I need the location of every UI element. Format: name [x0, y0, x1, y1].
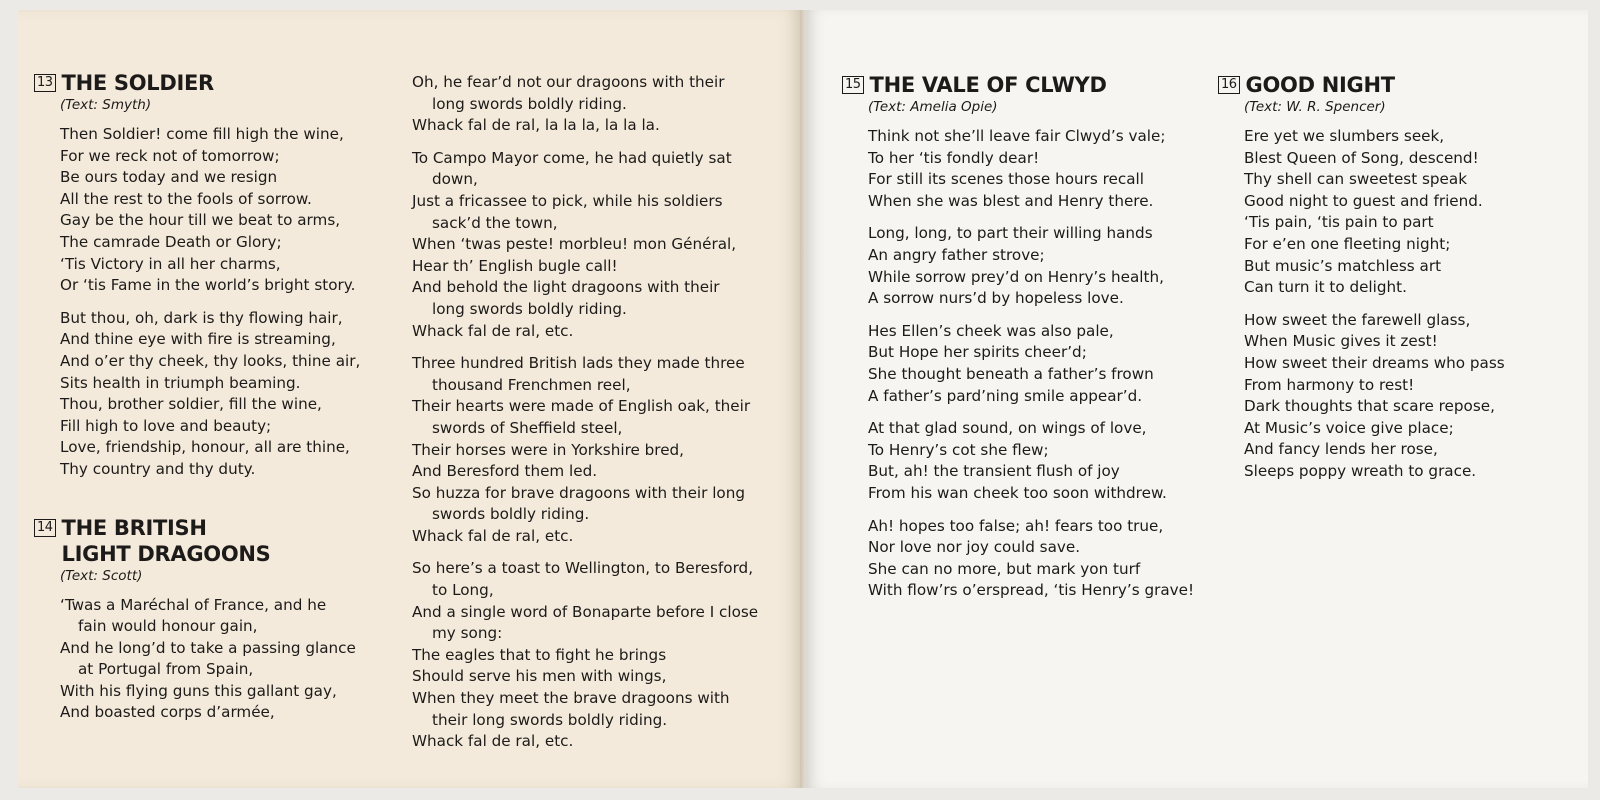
text-credit: (Text: Smyth) — [60, 97, 152, 113]
song-title: GOOD NIGHT — [1245, 73, 1395, 97]
lyric-line: Sits health in triumph beaming. — [60, 373, 301, 392]
lyric-line: Can turn it to delight. — [1244, 278, 1407, 297]
lyric-line: Whack fal de ral, la la la, la la la. — [412, 116, 660, 135]
lyric-line: Whack fal de ral, etc. — [412, 526, 574, 545]
lyric-line: At Music’s voice give place; — [1244, 418, 1454, 437]
lyric-line: From his wan cheek too soon withdrew. — [868, 483, 1167, 502]
lyric-line: fain would honour gain, — [78, 617, 258, 636]
text-credit: (Text: W. R. Spencer) — [1244, 99, 1386, 115]
lyric-line: my song: — [432, 624, 503, 643]
lyric-line: To her ‘tis fondly dear! — [868, 148, 1040, 167]
lyric-line: Hear th’ English bugle call! — [412, 256, 618, 275]
lyric-line: Oh, he fear’d not our dragoons with their — [412, 73, 725, 91]
stanza — [868, 223, 1222, 309]
song-title: THE SOLDIER — [61, 71, 214, 95]
stanza — [1244, 310, 1558, 483]
song-title: THE VALE OF CLWYD — [869, 73, 1107, 97]
lyric-line: But Hope her spirits cheer’d; — [868, 343, 1087, 362]
lyric-line: When they meet the brave dragoons with — [412, 689, 730, 708]
stanza — [412, 148, 792, 342]
lyric-line: To Campo Mayor come, he had quietly sat — [412, 148, 732, 167]
lyric-line: And fancy lends her rose, — [1244, 440, 1438, 459]
lyric-line: down, — [432, 170, 478, 189]
stanza — [1244, 126, 1558, 299]
lyric-line: How sweet their dreams who pass — [1244, 353, 1505, 372]
lyric-line: When she was blest and Henry there. — [868, 191, 1154, 210]
lyric-line: Their hearts were made of English oak, their — [412, 397, 751, 416]
lyric-line: Think not she’ll leave fair Clwyd’s vale; — [868, 127, 1166, 145]
lyric-line: Three hundred British lads they made three — [412, 354, 745, 373]
lyric-line: Thy shell can sweetest speak — [1244, 170, 1467, 189]
lyric-line: With flow’rs o’erspread, ‘tis Henry’s grave! — [868, 581, 1195, 600]
lyric-line: She thought beneath a father’s frown — [868, 364, 1154, 383]
lyric-line: For e’en one fleeting night; — [1244, 234, 1451, 253]
stanza — [60, 124, 384, 297]
lyric-line: So here’s a toast to Wellington, to Beresford, — [412, 559, 754, 578]
lyric-line: When ‘twas peste! morbleu! mon Général, — [412, 235, 737, 254]
lyric-line: When Music gives it zest! — [1244, 332, 1438, 351]
lyric-line: thousand Frenchmen reel, — [432, 375, 631, 394]
lyric-line: Whack fal de ral, etc. — [412, 732, 574, 751]
stanza — [868, 321, 1222, 407]
lyric-line: their long swords boldly riding. — [432, 710, 668, 729]
song-14-heading — [34, 515, 384, 567]
lyric-line: Ah! hopes too false; ah! fears too true, — [868, 516, 1164, 535]
song-13 — [34, 70, 384, 481]
song-title: THE BRITISH LIGHT DRAGOONS — [61, 515, 271, 566]
track-number: 14 — [34, 519, 56, 537]
lyric-line: ‘Tis Victory in all her charms, — [60, 254, 281, 273]
text-credit: (Text: Amelia Opie) — [868, 99, 998, 115]
lyric-line: Sleeps poppy wreath to grace. — [1244, 461, 1477, 480]
lyric-line: While sorrow prey’d on Henry’s health, — [868, 267, 1164, 286]
stanza — [60, 308, 384, 481]
lyric-line: sack’d the town, — [432, 213, 558, 232]
left-page — [18, 10, 802, 788]
lyric-line: Should serve his men with wings, — [412, 667, 667, 686]
lyric-line: Good night to guest and friend. — [1244, 191, 1483, 210]
lyric-line: And a single word of Bonaparte before I close — [412, 602, 759, 621]
lyric-line: Hes Ellen’s cheek was also pale, — [868, 321, 1114, 340]
lyric-line: long swords boldly riding. — [432, 299, 627, 318]
left-column-1 — [34, 70, 384, 746]
lyric-line: How sweet the farewell glass, — [1244, 310, 1471, 329]
song-14 — [34, 515, 384, 725]
lyric-line: For we reck not of tomorrow; — [60, 146, 280, 165]
lyric-line: And o’er thy cheek, thy looks, thine air, — [60, 351, 361, 370]
right-page — [806, 10, 1588, 788]
lyric-line: But thou, oh, dark is thy flowing hair, — [60, 308, 343, 327]
lyric-line: And Beresford them led. — [412, 462, 598, 481]
lyric-line: Or ‘tis Fame in the world’s bright story. — [60, 276, 356, 295]
lyric-line: swords boldly riding. — [432, 505, 590, 524]
stanza — [412, 353, 792, 547]
lyric-line: Dark thoughts that scare repose, — [1244, 397, 1495, 416]
lyric-line: A sorrow nurs’d by hopeless love. — [868, 289, 1124, 308]
stanza — [412, 558, 792, 752]
track-number: 15 — [842, 76, 864, 94]
lyric-line: Just a fricassee to pick, while his soldiers — [412, 191, 723, 210]
track-number: 16 — [1218, 76, 1240, 94]
lyric-line: Thou, brother soldier, fill the wine, — [60, 395, 322, 414]
lyric-line: All the rest to the fools of sorrow. — [60, 189, 312, 208]
lyric-line: Long, long, to part their willing hands — [868, 224, 1153, 243]
song-16-heading — [1218, 72, 1558, 98]
lyric-line: Their horses were in Yorkshire bred, — [412, 440, 685, 459]
left-column-2 — [412, 72, 792, 764]
lyric-line: And behold the light dragoons with their — [412, 278, 720, 297]
lyric-line: to Long, — [432, 581, 494, 600]
lyric-line: From harmony to rest! — [1244, 375, 1415, 394]
right-column-2 — [1218, 72, 1558, 494]
lyric-line: But, ah! the transient flush of joy — [868, 462, 1120, 481]
song-15-heading — [842, 72, 1222, 98]
lyric-line: Gay be the hour till we beat to arms, — [60, 211, 341, 230]
lyric-line: Blest Queen of Song, descend! — [1244, 148, 1479, 167]
lyric-line: And boasted corps d’armée, — [60, 703, 275, 722]
lyric-line: The eagles that to fight he brings — [412, 645, 667, 664]
lyric-line: Nor love nor joy could save. — [868, 538, 1081, 557]
lyric-line: At that glad sound, on wings of love, — [868, 419, 1147, 438]
lyric-line: But music’s matchless art — [1244, 256, 1442, 275]
lyric-line: Thy country and thy duty. — [60, 459, 256, 478]
lyric-line: Love, friendship, honour, all are thine, — [60, 438, 350, 457]
lyric-line: So huzza for brave dragoons with their long — [412, 483, 745, 502]
lyric-line: To Henry’s cot she flew; — [868, 440, 1049, 459]
text-credit: (Text: Scott) — [60, 567, 143, 584]
lyric-line: With his flying guns this gallant gay, — [60, 681, 337, 700]
song-13-heading — [34, 70, 384, 96]
lyric-line: The camrade Death or Glory; — [60, 232, 282, 251]
lyric-line: Whack fal de ral, etc. — [412, 321, 574, 340]
lyric-line: Fill high to love and beauty; — [60, 416, 272, 435]
stanza — [60, 595, 384, 725]
lyric-line: For still its scenes those hours recall — [868, 170, 1144, 189]
lyric-line: An angry father strove; — [868, 245, 1045, 264]
right-column-1 — [842, 72, 1222, 613]
lyric-line: long swords boldly riding. — [432, 94, 627, 113]
lyric-line: Be ours today and we resign — [60, 168, 278, 187]
lyric-line: Ere yet we slumbers seek, — [1244, 127, 1445, 145]
stanza — [868, 418, 1222, 504]
lyric-line: at Portugal from Spain, — [78, 660, 254, 679]
lyric-line: ‘Twas a Maréchal of France, and he — [60, 595, 327, 614]
stanza — [412, 72, 792, 137]
lyric-line: And thine eye with fire is streaming, — [60, 330, 336, 349]
lyric-line: A father’s pard’ning smile appear’d. — [868, 386, 1143, 405]
lyric-line: ‘Tis pain, ‘tis pain to part — [1244, 213, 1434, 232]
lyric-line: swords of Sheffield steel, — [432, 418, 623, 437]
stanza — [868, 126, 1222, 212]
track-number: 13 — [34, 74, 56, 92]
lyric-line: And he long’d to take a passing glance — [60, 638, 356, 657]
lyric-line: Then Soldier! come fill high the wine, — [60, 125, 344, 143]
lyric-line: She can no more, but mark yon turf — [868, 559, 1141, 578]
stanza — [868, 516, 1222, 602]
